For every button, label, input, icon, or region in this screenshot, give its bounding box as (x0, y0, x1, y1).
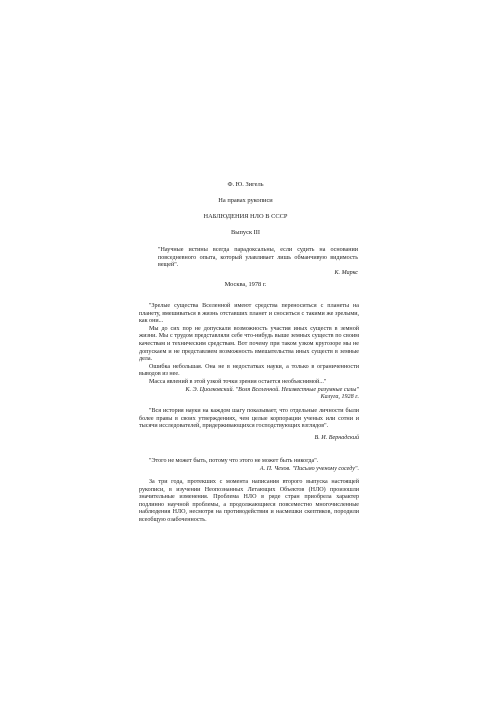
tsiolkovsky-para-3: Ошибка небольшая. Она не в недостатках науки, а только в ограниченности выводов из нее. (139, 363, 359, 378)
tsiolkovsky-place: Калуга, 1928 г. (320, 394, 359, 401)
epigraph-marx-text: "Научные истины всегда парадоксальны, если судить на основании повседневного опыта, который улавливает лишь обманчивую видимость вещей". (158, 247, 358, 269)
epigraph-chekhov (139, 458, 359, 473)
body-paragraph: За три года, протекших с момента написания второго выпуска настоящей рукописи, в изучении Неопознанных Летающих Объектов (НЛО) произошли значительные изменения. Проблема НЛО в ряде стран приобрела характер подлинно научной проблемы, а продолжающиеся повсеместно многочисленные наблюдения НЛО, несмотря на противодействия и насмешки скептиков, породили всеобщую озабоченность. (139, 479, 359, 523)
author-name: Ф. Ю. Зигель (227, 181, 264, 188)
document-title: НАБЛЮДЕНИЯ НЛО В СССР (203, 213, 288, 220)
issue-number: Выпуск III (230, 229, 261, 236)
epigraph-marx (158, 247, 358, 277)
epigraph-marx-author: К. Маркс (334, 269, 358, 276)
chekhov-author: А. П. Чехов. "Письмо ученому соседу". (259, 465, 359, 472)
vernadsky-author: В. И. Вернадский (314, 434, 359, 441)
tsiolkovsky-para-1: "Зрелые существа Вселенной имеют средства переноситься с планеты на планету, вмешиваться в жизнь отставших планет и сноситься с такими же зрелыми, как они... (139, 303, 359, 325)
tsiolkovsky-para-4: Масса явлений в этой узкой точки зрения остается необъяснимой..." (149, 378, 327, 385)
place-date: Москва, 1978 г. (224, 281, 267, 288)
epigraph-tsiolkovsky (139, 303, 359, 402)
vernadsky-text: "Вся история науки на каждом шагу показывает, что отдельные личности были более правы в своих утверждениях, чем целые корпорации ученых или сотни и тысячи исследователей, придерживающихся господствующих взглядов". (139, 408, 359, 430)
tsiolkovsky-source: К. Э. Циолковский. "Воля Вселенной. Неизвестные разумные силы" (185, 386, 359, 393)
tsiolkovsky-para-2: Мы до сих пор не допускали возможность участия иных существ в земной жизни. Мы с трудом представляли себе что-нибудь выше земных существ по своим качествам и техническим средствам. Вот почему при таком узком кругозоре мы не допускаем и не представляем возможность вмешательства иных существ в земные дела. (139, 325, 359, 363)
epigraph-vernadsky (139, 408, 359, 442)
rights-note: На правах рукописи (218, 197, 273, 204)
chekhov-text: "Этого не может быть, потому что этого не может быть никогда". (149, 458, 319, 464)
